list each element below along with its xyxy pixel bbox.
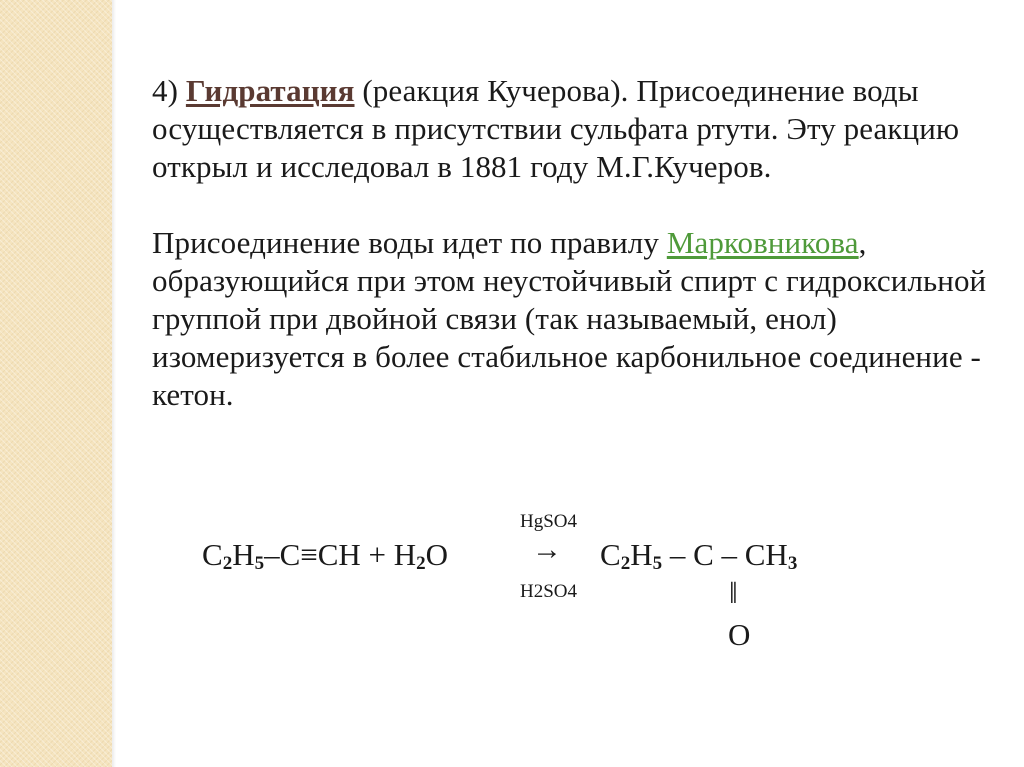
product-subscript-2: 2 [620,553,631,574]
catalyst-bottom: H2SO4 [520,581,578,602]
paragraph-hydration [152,72,1002,186]
product-ketone-chain: – C – CH [662,537,788,572]
paragraph-markovnikov [152,224,1002,414]
reaction-arrow: → [532,533,562,566]
reactant-subscript-5: 5 [254,553,265,574]
product-carbon: C [600,537,621,572]
product-subscript-3: 3 [787,553,798,574]
side-band-shadow [112,0,116,767]
markovnikov-link[interactable]: Марковникова [666,225,859,260]
reactant-carbon: C [202,537,223,572]
kucherov-reaction-equation [202,511,1002,667]
slide-text [152,72,1002,414]
water-subscript-2: 2 [416,553,426,574]
paragraph-hydration-text: Присоединение воды осуществляется в присутствии сульфата ртути. Эту реакцию открыл и исследовал в 1881 году М.Г.Кучеров. [152,73,960,184]
catalyst-top: HgSO4 [520,511,578,532]
markovnikov-text: , образующийся при этом неустойчивый спирт с гидроксильной группой при двойной связи (так называемый, енол) изомеризуется в более стабильное карбонильное соединение - кетон. [152,225,987,412]
reactant-hydrogen: H [232,537,255,572]
carbonyl-double-bond: ‖ [729,575,738,610]
term-hydration: Гидратация [185,73,355,108]
product-hydrogen: H [630,537,653,572]
reactant-subscript-2: 2 [222,553,233,574]
markovnikov-intro: Присоединение воды идет по правилу [152,225,659,260]
product-subscript-5: 5 [652,553,663,574]
product [600,537,797,575]
item-number: 4) [152,73,179,108]
decorative-side-band [0,0,112,767]
water-oxygen: O [425,537,449,572]
term-note: (реакция Кучерова). [362,73,629,108]
carbonyl-oxygen: O [728,617,751,652]
reactant-alkyne-and-water: –C≡CH + H [264,537,417,572]
reactants [202,537,448,575]
